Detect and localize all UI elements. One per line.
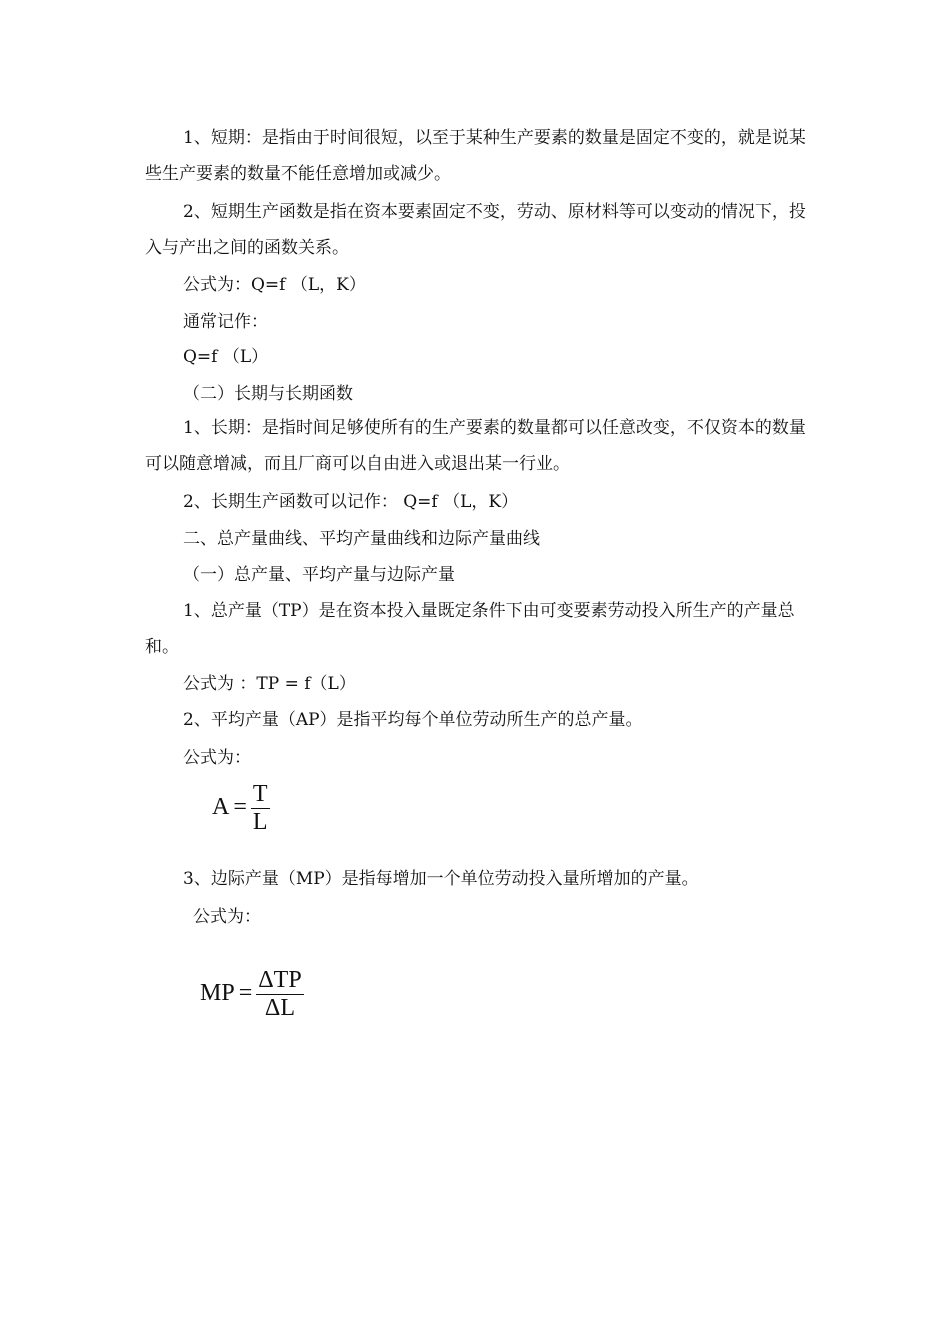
formula-mp-denominator: ΔL (256, 994, 303, 1022)
formula-label-mp: 公式为： (193, 907, 261, 927)
formula-ap-fraction (251, 781, 270, 836)
formula-mp (200, 967, 304, 1022)
formula-ap-numerator: T (252, 781, 268, 807)
section-heading-curves: 二、总产量曲线、平均产量曲线和边际产量曲线 (183, 529, 540, 549)
subsection-heading-products: （一）总产量、平均产量与边际产量 (183, 565, 455, 585)
formula-mp-lhs: MP (200, 980, 235, 1007)
formula-tp-line: 公式为 ：TP = f（L） (183, 674, 356, 694)
formula-ap (212, 781, 270, 836)
formula-ap-equals: = (233, 794, 247, 821)
formula-q-f-l-line: Q=f （L） (183, 347, 269, 367)
formula-ap-lhs: A (212, 794, 230, 821)
section-heading-long-run: （二）长期与长期函数 (183, 384, 353, 404)
paragraph-total-product: 1、总产量（TP）是在资本投入量既定条件下由可变要素劳动投入所生产的产量总和。 (145, 601, 795, 657)
formula-short-run-line: 公式为：Q=f （L，K） (183, 275, 366, 295)
usually-written-line: 通常记作： (183, 312, 268, 332)
formula-ap-denominator: L (252, 809, 268, 835)
paragraph-short-run-function: 2、短期生产函数是指在资本要素固定不变，劳动、原材料等可以变动的情况下，投入与产出之间的函数关系。 (145, 202, 806, 258)
paragraph-long-run-definition: 1、长期：是指时间足够使所有的生产要素的数量都可以任意改变，不仅资本的数量可以随意增减，而且厂商可以自由进入或退出某一行业。 (145, 418, 806, 474)
formula-mp-fraction (256, 967, 303, 1022)
long-run-function-line: 2、长期生产函数可以记作： Q=f （L，K） (183, 492, 519, 512)
paragraph-short-run-definition: 1、短期：是指由于时间很短，以至于某种生产要素的数量是固定不变的，就是说某些生产要素的数量不能任意增加或减少。 (145, 128, 806, 184)
formula-mp-equals: = (238, 980, 253, 1007)
formula-label-ap: 公式为： (183, 748, 251, 768)
formula-mp-numerator: ΔTP (258, 967, 302, 993)
paragraph-marginal-product: 3、边际产量（MP）是指每增加一个单位劳动投入量所增加的产量。 (183, 869, 699, 889)
paragraph-average-product: 2、平均产量（AP）是指平均每个单位劳动所生产的总产量。 (183, 710, 643, 730)
